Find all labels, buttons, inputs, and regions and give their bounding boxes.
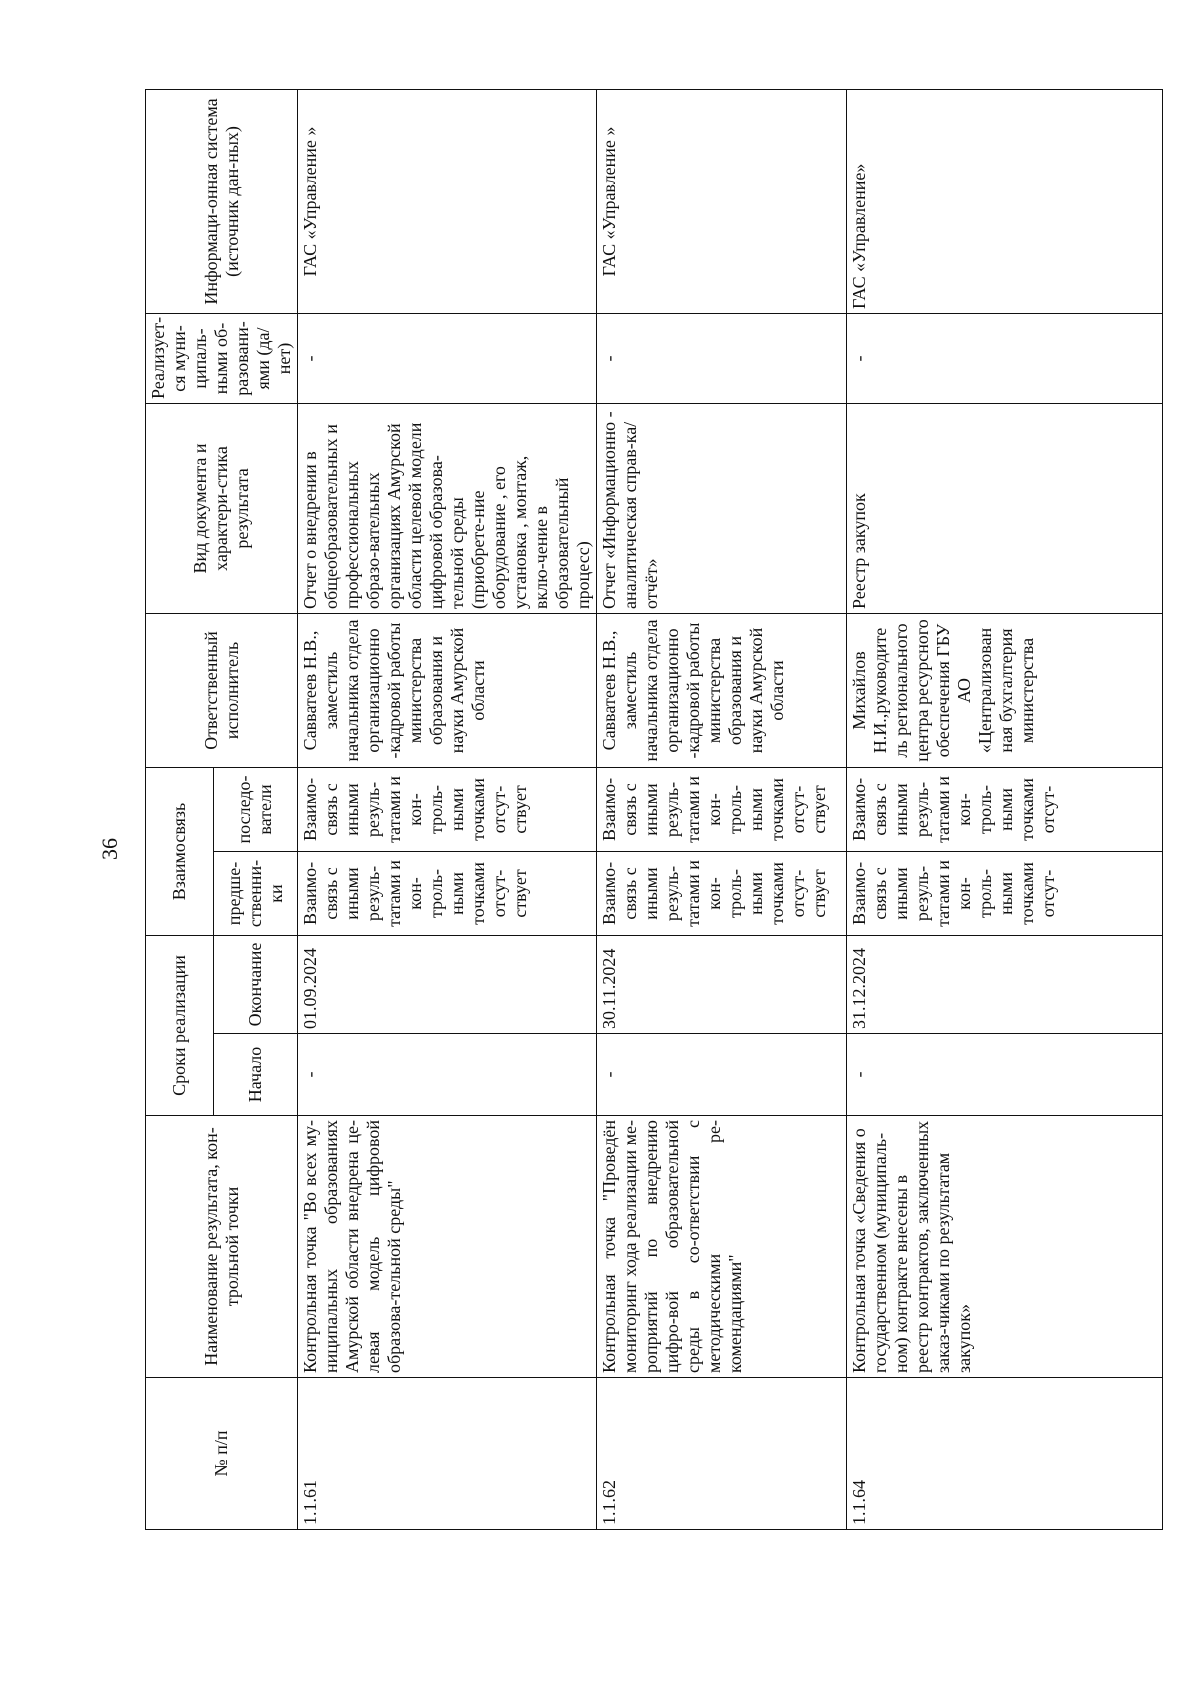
cell-responsible: Савватеев Н.В., заместиль начальника отдела организационно -кадровой работы министерства образования и науки Амурской области: [597, 613, 847, 767]
cell-info-system: ГАС «Управление »: [597, 89, 847, 313]
cell-num: 1.1.64: [847, 1378, 1163, 1530]
cell-start: -: [847, 1034, 1163, 1116]
cell-end: 30.11.2024: [597, 935, 847, 1033]
results-table: [145, 89, 1163, 1530]
cell-responsible: Михайлов Н.И.,руководите ль регионального центра ресурсного обеспечения ГБУ АО «Централизован ная бухгалтерия министерства: [847, 613, 1163, 767]
cell-successors: Взаимо-связь с иными резуль-татами и кон-троль-ными точками отсут-ствует: [298, 767, 597, 851]
cell-municipal: -: [298, 313, 597, 403]
header-terms: Сроки реализации: [146, 935, 214, 1115]
cell-predecessors: Взаимо-связь с иными резуль-татами и кон-троль-ными точками отсут-ствует: [597, 851, 847, 935]
cell-start: -: [298, 1034, 597, 1116]
header-municipal: Реализует-ся муни-ципаль-ными об-разовани-ями (да/нет): [146, 313, 298, 403]
cell-num: 1.1.61: [298, 1378, 597, 1530]
cell-municipal: -: [847, 313, 1163, 403]
header-row-1: [146, 89, 214, 1529]
cell-document: Отчет «Информационно - аналитическая справ-ка/отчёт»: [597, 403, 847, 613]
cell-name: Контрольная точка «Сведения о государственном (муниципаль-ном) контракте внесены в реестр контрактов, заключенных заказ-чиками по результатам закупок»: [847, 1116, 1163, 1378]
cell-name: Контрольная точка "Во всех му-ниципальных образованиях Амурской области внедрена це-левая модель цифровой образова-тельной среды": [298, 1116, 597, 1378]
cell-successors: Взаимо-связь с иными резуль-татами и кон-троль-ными точками отсут-: [847, 767, 1163, 851]
cell-name: Контрольная точка "Проведён мониторинг хода реализации ме-роприятий по внедрению цифро-вой образовательной среды в со-ответствии с методическими ре-комендациями": [597, 1116, 847, 1378]
rotated-table-container: [145, 90, 1185, 1530]
header-document: Вид документа и характери-стика результата: [146, 403, 298, 613]
cell-document: Отчет о внедрении в общеобразовательных и профессиональных образо-вательных организациях Амурской области целевой модели цифровой образова-тельной среды (приобрете-ние оборудование , его установка , монтаж, вклю-чение в образовательный процесс): [298, 403, 597, 613]
cell-start: -: [597, 1034, 847, 1116]
header-predecessors: предше-ственни-ки: [213, 851, 297, 935]
header-link: Взаимосвязь: [146, 767, 214, 935]
cell-predecessors: Взаимо-связь с иными резуль-татами и кон-троль-ными точками отсут-: [847, 851, 1163, 935]
header-responsible: Ответственный исполнитель: [146, 613, 298, 767]
table-row: [298, 89, 597, 1529]
table-row: [847, 89, 1163, 1529]
cell-end: 31.12.2024: [847, 935, 1163, 1033]
cell-successors: Взаимо-связь с иными резуль-татами и кон-троль-ными точками отсут-ствует: [597, 767, 847, 851]
header-start: Начало: [213, 1034, 297, 1116]
table-row: [597, 89, 847, 1529]
header-info-system: Информаци-онная система (источник дан-ных): [146, 89, 298, 313]
header-successors: последо-ватели: [213, 767, 297, 851]
cell-num: 1.1.62: [597, 1378, 847, 1530]
cell-info-system: ГАС «Управление »: [298, 89, 597, 313]
header-name: Наименование результата, кон-трольной точки: [146, 1116, 298, 1378]
cell-info-system: ГАС «Управление»: [847, 89, 1163, 313]
page-number: 36: [97, 838, 122, 860]
cell-responsible: Савватеев Н.В., заместиль начальника отдела организационно -кадровой работы министерства образования и науки Амурской области: [298, 613, 597, 767]
cell-end: 01.09.2024: [298, 935, 597, 1033]
cell-predecessors: Взаимо-связь с иными резуль-татами и кон-троль-ными точками отсут-ствует: [298, 851, 597, 935]
cell-municipal: -: [597, 313, 847, 403]
cell-document: Реестр закупок: [847, 403, 1163, 613]
header-num: № п/п: [146, 1378, 298, 1530]
header-end: Окончание: [213, 935, 297, 1033]
